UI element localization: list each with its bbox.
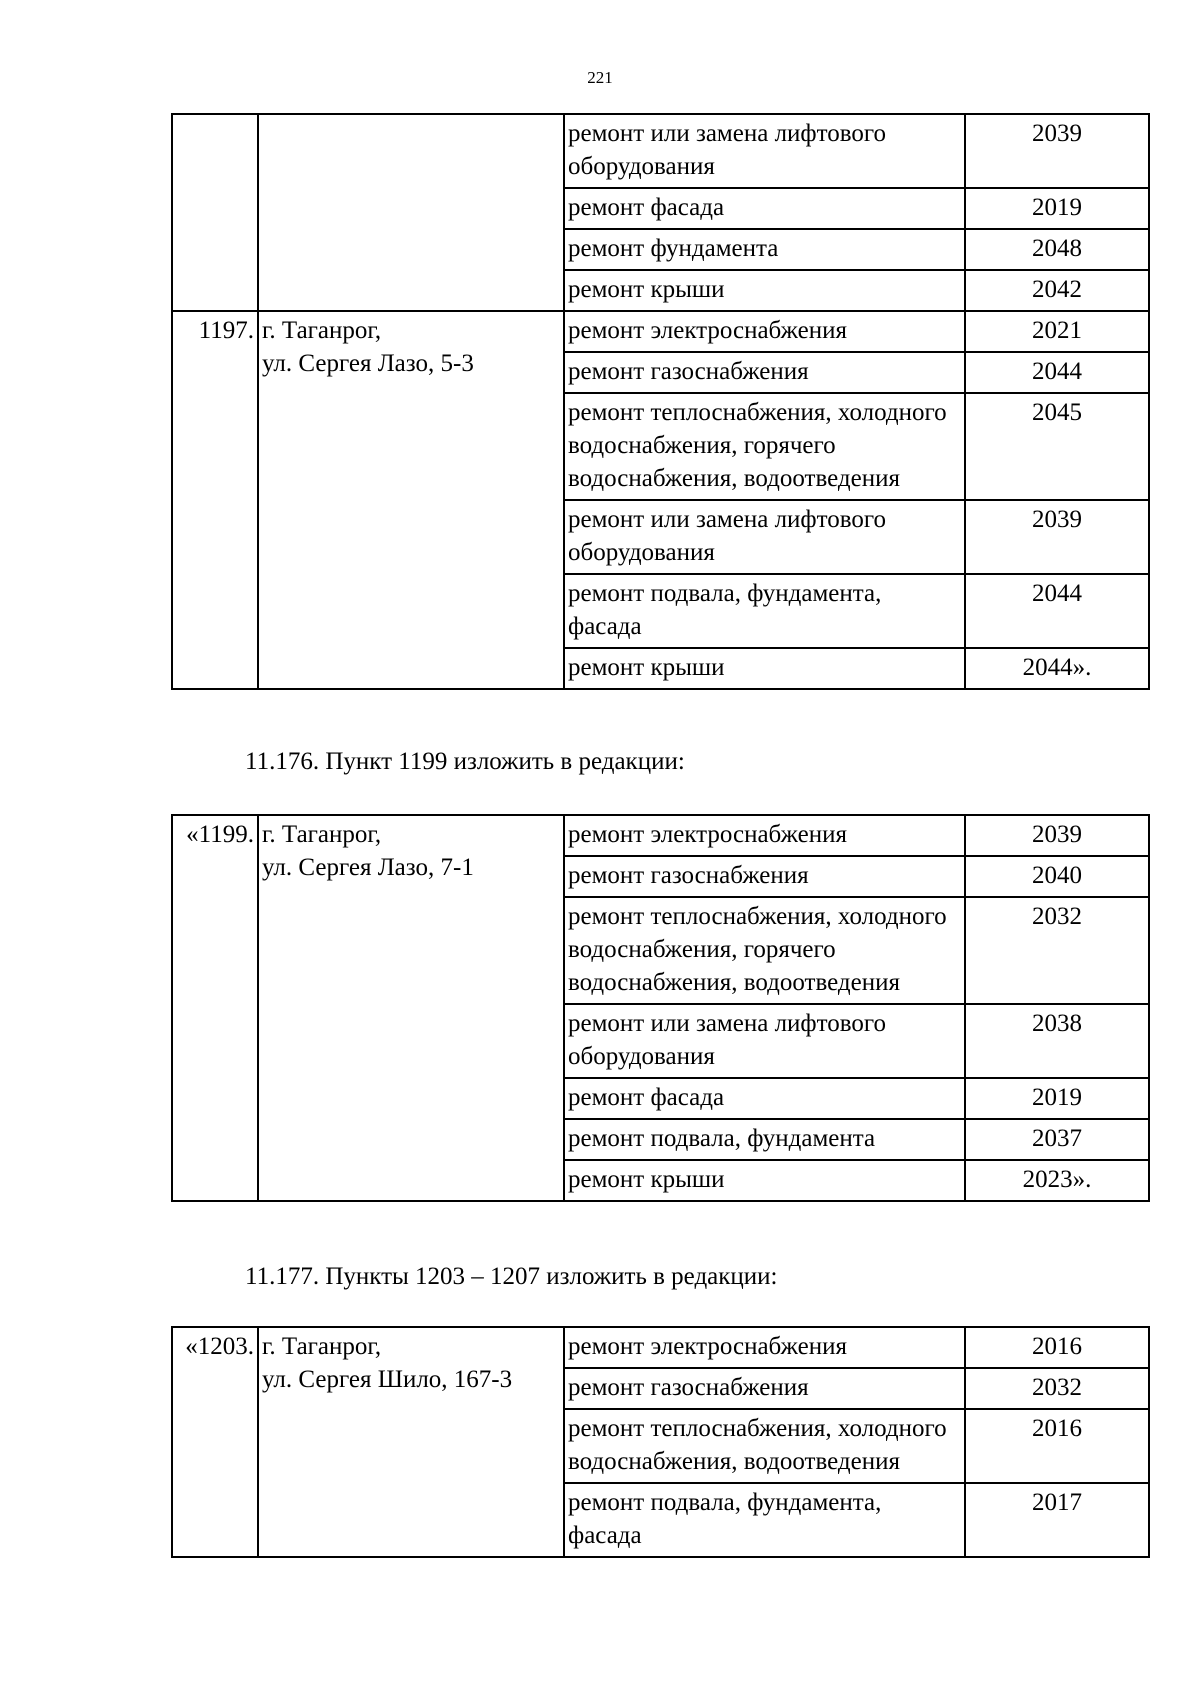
table-row [172,815,1149,856]
year-cell: 2042 [965,270,1149,311]
address-cell [258,114,564,311]
address-line: г. Таганрог, [262,821,382,848]
address-cell [258,815,564,1201]
repair-schedule-table [171,814,1150,1202]
year-cell: 2019 [965,188,1149,229]
year-cell: 2038 [965,1004,1149,1078]
work-type-cell: ремонт газоснабжения [564,1368,965,1409]
repair-schedule-table [171,1326,1150,1558]
table-row [172,311,1149,352]
work-type-cell: ремонт подвала, фундамента, фасада [564,1483,965,1557]
work-type-cell: ремонт крыши [564,1160,965,1201]
repair-schedule-table [171,113,1150,690]
work-type-cell: ремонт электроснабжения [564,311,965,352]
address-line: г. Таганрог, [262,317,382,344]
work-type-cell: ремонт фасада [564,188,965,229]
address-line: ул. Сергея Лазо, 5-3 [262,350,474,377]
year-cell: 2019 [965,1078,1149,1119]
year-cell: 2039 [965,114,1149,188]
item-number-cell: 1197. [172,311,258,689]
year-cell: 2045 [965,393,1149,500]
year-cell: 2017 [965,1483,1149,1557]
item-number-cell: «1199. [172,815,258,1201]
table-row [172,114,1149,188]
work-type-cell: ремонт крыши [564,648,965,689]
work-type-cell: ремонт фасада [564,1078,965,1119]
work-type-cell: ремонт подвала, фундамента, фасада [564,574,965,648]
year-cell: 2023». [965,1160,1149,1201]
year-cell: 2048 [965,229,1149,270]
work-type-cell: ремонт газоснабжения [564,352,965,393]
year-cell: 2016 [965,1327,1149,1368]
item-number-cell: «1203. [172,1327,258,1557]
address-cell [258,311,564,689]
work-type-cell: ремонт или замена лифтового оборудования [564,500,965,574]
table-row [172,1327,1149,1368]
work-type-cell: ремонт или замена лифтового оборудования [564,1004,965,1078]
address-line: г. Таганрог, [262,1333,382,1360]
work-type-cell: ремонт электроснабжения [564,1327,965,1368]
paragraph-11-176: 11.176. Пункт 1199 изложить в редакции: [245,748,685,775]
year-cell: 2032 [965,897,1149,1004]
work-type-cell: ремонт подвала, фундамента [564,1119,965,1160]
work-type-cell: ремонт газоснабжения [564,856,965,897]
address-line: ул. Сергея Лазо, 7-1 [262,854,474,881]
year-cell: 2039 [965,500,1149,574]
year-cell: 2021 [965,311,1149,352]
work-type-cell: ремонт электроснабжения [564,815,965,856]
page-number: 221 [587,68,613,87]
address-line: ул. Сергея Шило, 167-3 [262,1366,513,1393]
year-cell: 2039 [965,815,1149,856]
work-type-cell: ремонт теплоснабжения, холодного водоснабжения, водоотведения [564,1409,965,1483]
year-cell: 2044». [965,648,1149,689]
work-type-cell: ремонт теплоснабжения, холодного водоснабжения, горячего водоснабжения, водоотведения [564,393,965,500]
work-type-cell: ремонт теплоснабжения, холодного водоснабжения, горячего водоснабжения, водоотведения [564,897,965,1004]
year-cell: 2032 [965,1368,1149,1409]
work-type-cell: ремонт крыши [564,270,965,311]
year-cell: 2044 [965,352,1149,393]
paragraph-11-177: 11.177. Пункты 1203 – 1207 изложить в редакции: [245,1263,778,1290]
work-type-cell: ремонт фундамента [564,229,965,270]
year-cell: 2044 [965,574,1149,648]
address-cell [258,1327,564,1557]
work-type-cell: ремонт или замена лифтового оборудования [564,114,965,188]
year-cell: 2037 [965,1119,1149,1160]
year-cell: 2040 [965,856,1149,897]
year-cell: 2016 [965,1409,1149,1483]
item-number-cell [172,114,258,311]
